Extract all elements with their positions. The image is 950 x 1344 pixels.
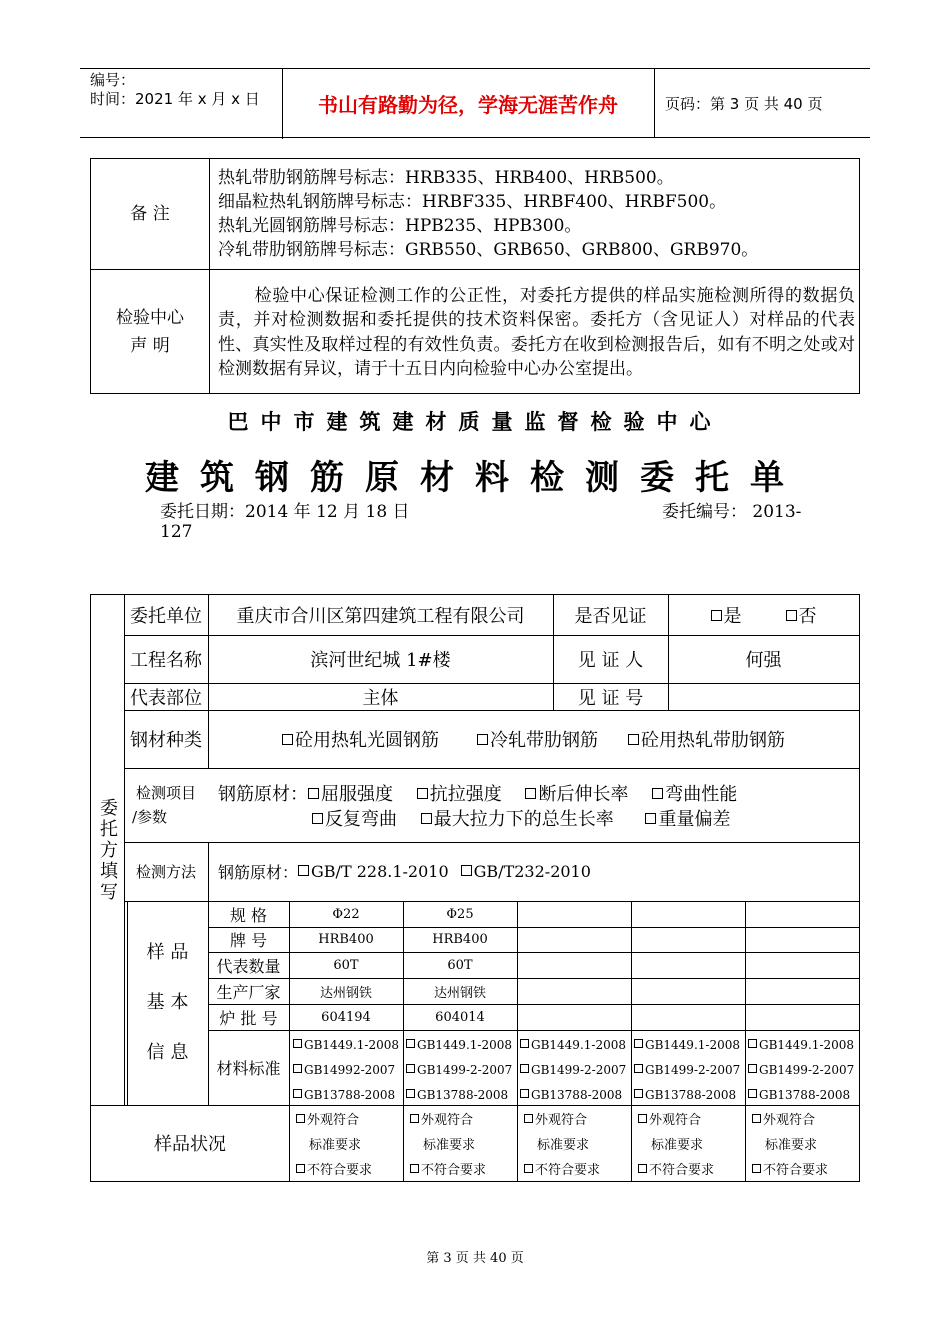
test-item-option[interactable]: 断后伸长率 [525,784,628,805]
statement-label-line: 声 明 [130,335,170,356]
witness-number-value[interactable] [668,683,859,710]
witness-number-label: 见 证 号 [577,687,644,709]
status-fail-option[interactable]: 不符合要求 [524,1158,630,1183]
statement-label [91,270,210,394]
sample-cell: Φ22 [332,906,360,922]
project-value: 滨河世纪城 1#楼 [310,650,451,671]
page-footer: 第 3 页 共 40 页 [426,1251,524,1266]
steel-type-option[interactable]: 砼用热轧带肋钢筋 [628,726,785,752]
steel-type-option[interactable]: 冷轧带肋钢筋 [477,726,598,752]
sample-cell: 达州钢铁 [319,985,372,1001]
sample-row-label: 生产厂家 [216,982,281,1002]
status-fail-option[interactable]: 不符合要求 [410,1158,516,1183]
status-fail-option[interactable]: 不符合要求 [296,1158,402,1183]
status-fail-option[interactable]: 不符合要求 [638,1158,744,1183]
standard-options [293,1033,405,1108]
standard-option[interactable]: GB1449.1-2008 [406,1033,518,1058]
header-page-number: 页码：第 3 页 共 40 页 [665,94,823,113]
test-item-option[interactable]: 反复弯曲 [312,809,397,830]
witness-yes-checkbox[interactable]: 是 [711,602,742,628]
sample-row-label: 规 格 [229,905,268,925]
steel-type-label: 钢材种类 [130,730,202,751]
remarks-text [210,159,860,270]
standard-option[interactable]: GB1499-2-2007 [634,1058,746,1083]
client-label: 委托单位 [130,606,202,627]
sample-status-cell: 外观符合 标准要求 不符合要求 [752,1108,858,1183]
witness-person-value: 何强 [745,650,782,671]
standard-option[interactable]: GB1499-2-2007 [748,1058,860,1083]
sample-info-label: 样 品 基 本 信 息 [146,942,189,1063]
standard-option[interactable]: GB1499-2-2007 [406,1058,518,1083]
witness-no-checkbox[interactable]: 否 [786,602,817,628]
standard-option[interactable]: GB1449.1-2008 [520,1033,632,1058]
doc-number-label: 编号： [90,71,136,89]
organization-title: 巴中市建筑建材质量监督检验中心 [227,409,723,434]
doc-time: 时间：2021 年 x 月 x 日 [90,90,260,108]
standard-option[interactable]: GB13788-2008 [293,1083,405,1108]
side-label: 委托方填写 [97,797,118,903]
test-item-option[interactable]: 最大拉力下的总生长率 [421,809,614,830]
entrust-number: 委托编号： 2013- [662,502,802,522]
standard-options [748,1033,860,1108]
part-value: 主体 [362,687,399,709]
standard-option[interactable]: GB1499-2-2007 [520,1058,632,1083]
steel-type-options [208,710,859,768]
sample-cell: 604014 [435,1009,485,1025]
sample-status-cell: 外观符合 标准要求 不符合要求 [410,1108,516,1183]
project-label: 工程名称 [130,650,202,671]
statement-text: 检验中心保证检测工作的公正性，对委托方提供的样品实施检测所得的数据负责，并对检测数据和委托提供的技术资料保密。委托方（含见证人）对样品的代表性、真实性及取样过程的有效性负责。委托方在收到检测报告后，如有不明之处或对检测数据有异议，请于十五日内向检验中心办公室提出。 [210,270,860,394]
status-ok-option[interactable]: 外观符合 [410,1108,516,1133]
test-items-options: 钢筋原材： 屈服强度 抗拉强度 断后伸长率 弯曲性能 反复弯曲 最大拉力下的总生长率 重量偏差 [218,784,738,830]
status-ok-option[interactable]: 外观符合 [524,1108,630,1133]
sample-cell: 604194 [321,1009,371,1025]
client-value: 重庆市合川区第四建筑工程有限公司 [236,606,525,627]
sample-status-cell: 外观符合 标准要求 不符合要求 [638,1108,744,1183]
standard-label: 材料标准 [216,1059,281,1078]
remarks-line: 热轧带肋钢筋牌号标志：HRB335、HRB400、HRB500。 [218,168,674,188]
witness-person-label: 见 证 人 [577,650,644,671]
sample-status-label: 样品状况 [154,1134,226,1155]
status-fail-option[interactable]: 不符合要求 [752,1158,858,1183]
standard-option[interactable]: GB1449.1-2008 [748,1033,860,1058]
page-header [80,68,870,138]
standard-options [520,1033,632,1108]
status-ok-option[interactable]: 外观符合 [752,1108,858,1133]
witness-question-label: 是否见证 [574,606,647,627]
header-motto: 书山有路勤为径，学海无涯苦作舟 [282,69,655,137]
test-method-label: 检测方法 [135,863,196,881]
test-method-option[interactable]: GB/T232-2010 [461,862,591,881]
test-item-option[interactable]: 弯曲性能 [652,784,737,805]
standard-option[interactable]: GB13788-2008 [406,1083,518,1108]
statement-label-line: 检验中心 [116,307,184,328]
status-ok-option[interactable]: 外观符合 [296,1108,402,1133]
test-items-label: 检测项目 /参数 [132,784,196,826]
witness-choice [668,595,859,635]
sample-status-cell: 外观符合 标准要求 不符合要求 [296,1108,402,1183]
remarks-line: 细晶粒热轧钢筋牌号标志：HRBF335、HRBF400、HRBF500。 [218,192,727,212]
entrust-number-cont: 127 [160,522,193,542]
sample-cell: Φ25 [446,906,474,922]
sample-status-cell: 外观符合 标准要求 不符合要求 [524,1108,630,1183]
standard-option[interactable]: GB13788-2008 [748,1083,860,1108]
sample-cell: 达州钢铁 [433,985,486,1001]
sample-cell: 60T [447,957,473,973]
test-item-option[interactable]: 重量偏差 [645,809,730,830]
remarks-label: 备 注 [91,159,210,270]
standard-options [634,1033,746,1108]
sample-row-label: 代表数量 [216,956,281,976]
header-meta [80,69,283,139]
entrust-form [90,594,860,1182]
sample-row-label: 牌 号 [229,931,268,950]
standard-options [406,1033,518,1108]
test-method-options: 钢筋原材： GB/T 228.1-2010 GB/T232-2010 [218,862,591,882]
sample-cell: HRB400 [318,932,374,947]
test-method-option[interactable]: GB/T 228.1-2010 [298,862,449,881]
part-label: 代表部位 [130,687,202,709]
remarks-line: 热轧光圆钢筋牌号标志：HPB235、HPB300。 [218,216,582,236]
remarks-line: 冷轧带肋钢筋牌号标志：GRB550、GRB650、GRB800、GRB970。 [218,240,759,260]
standard-option[interactable]: GB1449.1-2008 [293,1033,405,1058]
sample-cell: HRB400 [432,932,488,947]
standard-option[interactable]: GB14992-2007 [293,1058,405,1083]
steel-type-option[interactable]: 砼用热轧光圆钢筋 [282,726,439,752]
standard-option[interactable]: GB13788-2008 [634,1083,746,1108]
standard-option[interactable]: GB1449.1-2008 [634,1033,746,1058]
test-item-option[interactable]: 抗拉强度 [417,784,502,805]
remarks-table [90,158,860,394]
test-item-option[interactable]: 屈服强度 [308,784,393,805]
standard-option[interactable]: GB13788-2008 [520,1083,632,1108]
document-title: 建筑钢筋原材料检测委托单 [145,458,805,498]
status-ok-option[interactable]: 外观符合 [638,1108,744,1133]
sample-row-label: 炉 批 号 [219,1008,278,1028]
sample-cell: 60T [333,957,359,973]
entrust-date: 委托日期：2014 年 12 月 18 日 [160,502,410,522]
